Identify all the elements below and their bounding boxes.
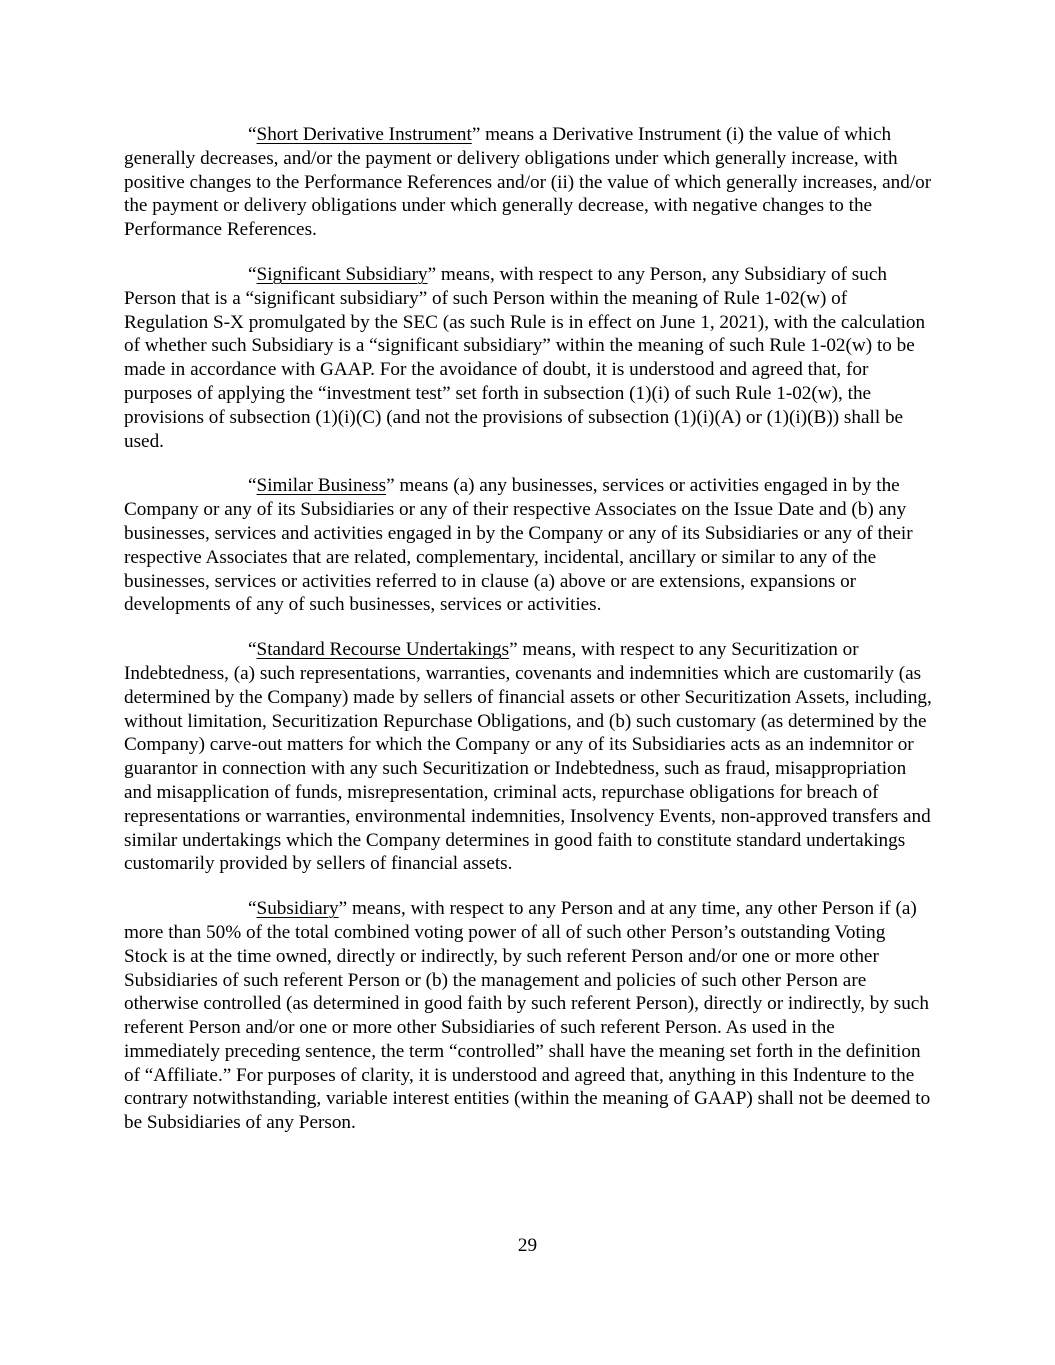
definition-short-derivative-instrument: [124, 123, 932, 242]
defined-term: Short Derivative Instrument: [256, 124, 472, 145]
open-quote: “: [248, 475, 257, 497]
open-quote: “: [248, 124, 257, 145]
document-page: [124, 123, 932, 1156]
definition-text: ” means, with respect to any Securitization or Indebtedness, (a) such representations, warranties, covenants and indemnities which are customarily (as determined by the Company) made by sellers of financial assets or other Securitization Assets, including, without limitation, Securitization Repurchase Obligations, and (b) such customary (as determined by the Company) carve-out matters for which the Company or any of its Subsidiaries acts as an indemnitor or guarantor in connection with any such Securitization or Indebtedness, such as fraud, misappropriation and misapplication of funds, misrepresentation, criminal acts, repurchase obligations for breach of representations or warranties, environmental indemnities, Insolvency Events, non-approved transfers and similar undertakings which the Company determines in good faith to constitute standard undertakings customarily provided by sellers of financial assets.: [124, 639, 932, 875]
definition-text: ” means, with respect to any Person, any Subsidiary of such Person that is a “significant subsidiary” of such Person within the meaning of Rule 1-02(w) of Regulation S-X promulgated by the SEC (as such Rule is in effect on June 1, 2021), with the calculation of whether such Subsidiary is a “significant subsidiary” within the meaning of such Rule 1-02(w) to be made in accordance with GAAP. For the avoidance of doubt, it is understood and agreed that, for purposes of applying the “investment test” set forth in subsection (1)(i) of such Rule 1-02(w), the provisions of subsection (1)(i)(C) (and not the provisions of subsection (1)(i)(A) or (1)(i)(B)) shall be used.: [124, 263, 926, 452]
defined-term: Standard Recourse Undertakings: [256, 639, 510, 661]
definition-text: ” means (a) any businesses, services or activities engaged in by the Company or any of its Subsidiaries or any of their respective Associates on the Issue Date and (b) any businesses, services and activities engaged in by the Company or any of its Subsidiaries or any of their respective Associates that are related, complementary, incidental, ancillary or similar to any of the businesses, services or activities referred to in clause (a) above or are extensions, expansions or developments of any of such businesses, services or activities.: [124, 475, 913, 616]
definition-text: ” means, with respect to any Person and at any time, any other Person if (a) more than 50% of the total combined voting power of all of such other Person’s outstanding Voting Stock is at the time owned, directly or indirectly, by such referent Person and/or one or more other Subsidiaries of such referent Person or (b) the management and policies of such other Person are otherwise controlled (as determined in good faith by such referent Person), directly or indirectly, by such referent Person and/or one or more other Subsidiaries of such referent Person. As used in the immediately preceding sentence, the term “controlled” shall have the meaning set forth in the definition of “Affiliate.” For purposes of clarity, it is understood and agreed that, anything in this Indenture to the contrary notwithstanding, variable interest entities (within the meaning of GAAP) shall not be deemed to be Subsidiaries of any Person.: [124, 898, 931, 1134]
defined-term: Significant Subsidiary: [256, 263, 428, 285]
definition-text: ” means a Derivative Instrument (i) the value of which generally decreases, and/or the payment or delivery obligations under which generally increase, with positive changes to the Performance References and/or (ii) the value of which generally increases, and/or the payment or delivery obligations under which generally decrease, with negative changes to the Performance References.: [124, 124, 932, 241]
definition-similar-business: [124, 474, 932, 617]
definition-significant-subsidiary: [124, 263, 932, 453]
page-number: 29: [517, 1235, 538, 1256]
open-quote: “: [248, 263, 257, 285]
open-quote: “: [248, 898, 257, 920]
definition-subsidiary: [124, 897, 932, 1135]
open-quote: “: [248, 639, 257, 661]
definition-standard-recourse-undertakings: [124, 638, 932, 876]
defined-term: Subsidiary: [256, 898, 339, 920]
defined-term: Similar Business: [256, 475, 387, 497]
